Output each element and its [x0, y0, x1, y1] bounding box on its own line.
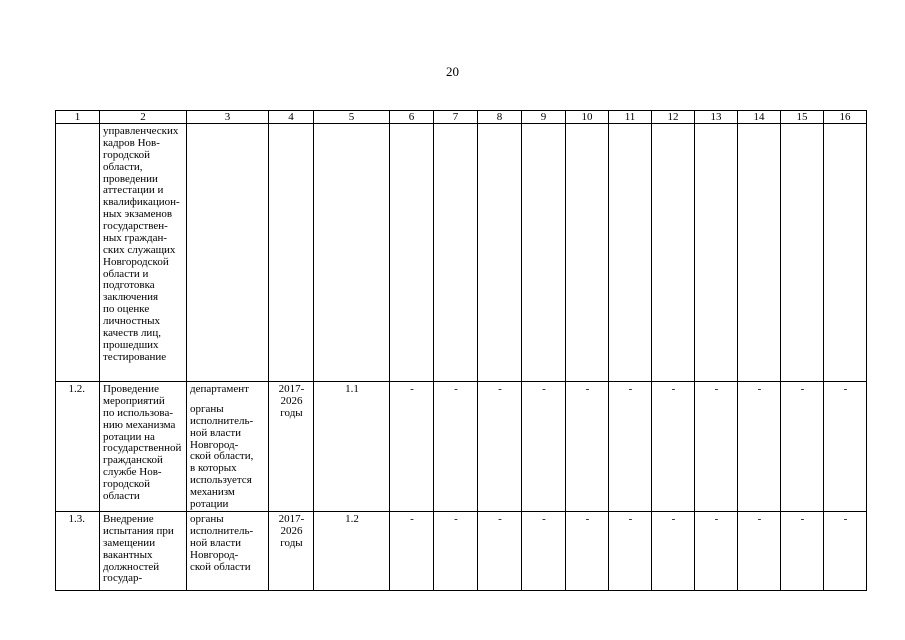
program-table	[55, 110, 867, 591]
period-text: 2017- 2026 годы	[278, 383, 305, 419]
value-cell: -	[824, 512, 867, 591]
column-header: 16	[824, 111, 867, 124]
value-cell	[522, 124, 566, 382]
executor-secondary: органы исполнитель- ной власти Новгород- ской области, в которых используется механизм ротации	[190, 402, 254, 510]
period	[269, 512, 314, 591]
executor	[187, 512, 269, 591]
column-header: 9	[522, 111, 566, 124]
row-number	[56, 124, 100, 382]
value-cell: -	[695, 512, 738, 591]
value-cell: -	[434, 512, 478, 591]
value-cell	[781, 124, 824, 382]
row-number: 1.3.	[56, 512, 100, 591]
period-text: 2017- 2026 годы	[278, 513, 305, 549]
measure-name	[100, 382, 187, 512]
value-cell: -	[390, 512, 434, 591]
column-header: 13	[695, 111, 738, 124]
value-cell	[609, 124, 652, 382]
column-header: 3	[187, 111, 269, 124]
executor	[187, 382, 269, 512]
column-header: 2	[100, 111, 187, 124]
value-cell	[390, 124, 434, 382]
value-cell: -	[738, 382, 781, 512]
value-cell: -	[522, 382, 566, 512]
value-cell: -	[566, 512, 609, 591]
value-cell	[652, 124, 695, 382]
table-row	[56, 124, 867, 382]
column-number-row	[56, 111, 867, 124]
column-header: 6	[390, 111, 434, 124]
value-cell	[566, 124, 609, 382]
table-row	[56, 382, 867, 512]
executor	[187, 124, 269, 382]
value-cell: -	[390, 382, 434, 512]
measure-name-text: Проведение мероприятий по использова- нию механизма ротации на государственной гражданской службе Нов- городской области	[103, 383, 182, 502]
executor-primary: органы исполнитель- ной власти Новгород- ской области	[190, 513, 254, 573]
value-cell	[695, 124, 738, 382]
measure-name	[100, 512, 187, 591]
value-cell	[478, 124, 522, 382]
indicator: 1.1	[314, 382, 390, 512]
value-cell: -	[478, 512, 522, 591]
table-row	[56, 512, 867, 591]
measure-name	[100, 124, 187, 382]
column-header: 14	[738, 111, 781, 124]
value-cell: -	[434, 382, 478, 512]
value-cell: -	[738, 512, 781, 591]
column-header: 5	[314, 111, 390, 124]
value-cell: -	[695, 382, 738, 512]
period	[269, 382, 314, 512]
value-cell: -	[652, 382, 695, 512]
value-cell	[434, 124, 478, 382]
column-header: 1	[56, 111, 100, 124]
column-header: 10	[566, 111, 609, 124]
column-header: 15	[781, 111, 824, 124]
column-header: 11	[609, 111, 652, 124]
value-cell: -	[781, 382, 824, 512]
value-cell	[738, 124, 781, 382]
value-cell: -	[566, 382, 609, 512]
indicator	[314, 124, 390, 382]
value-cell: -	[824, 382, 867, 512]
period	[269, 124, 314, 382]
measure-name-text: управленческих кадров Нов- городской области, проведении аттестации и квалификацион- ных экзаменов государствен- ных граждан- ских служащих Новгородской области и подготовка заключения по оценке личностных качеств лиц, прошедших тестирование	[103, 125, 180, 363]
executor-primary: департамент	[190, 383, 249, 395]
column-header: 12	[652, 111, 695, 124]
value-cell: -	[609, 382, 652, 512]
value-cell: -	[478, 382, 522, 512]
value-cell: -	[609, 512, 652, 591]
value-cell: -	[522, 512, 566, 591]
column-header: 4	[269, 111, 314, 124]
indicator: 1.2	[314, 512, 390, 591]
column-header: 7	[434, 111, 478, 124]
page-number: 20	[446, 64, 459, 79]
measure-name-text: Внедрение испытания при замещении вакантных должностей государ-	[103, 513, 174, 585]
value-cell: -	[652, 512, 695, 591]
value-cell	[824, 124, 867, 382]
value-cell: -	[781, 512, 824, 591]
column-header: 8	[478, 111, 522, 124]
row-number: 1.2.	[56, 382, 100, 512]
